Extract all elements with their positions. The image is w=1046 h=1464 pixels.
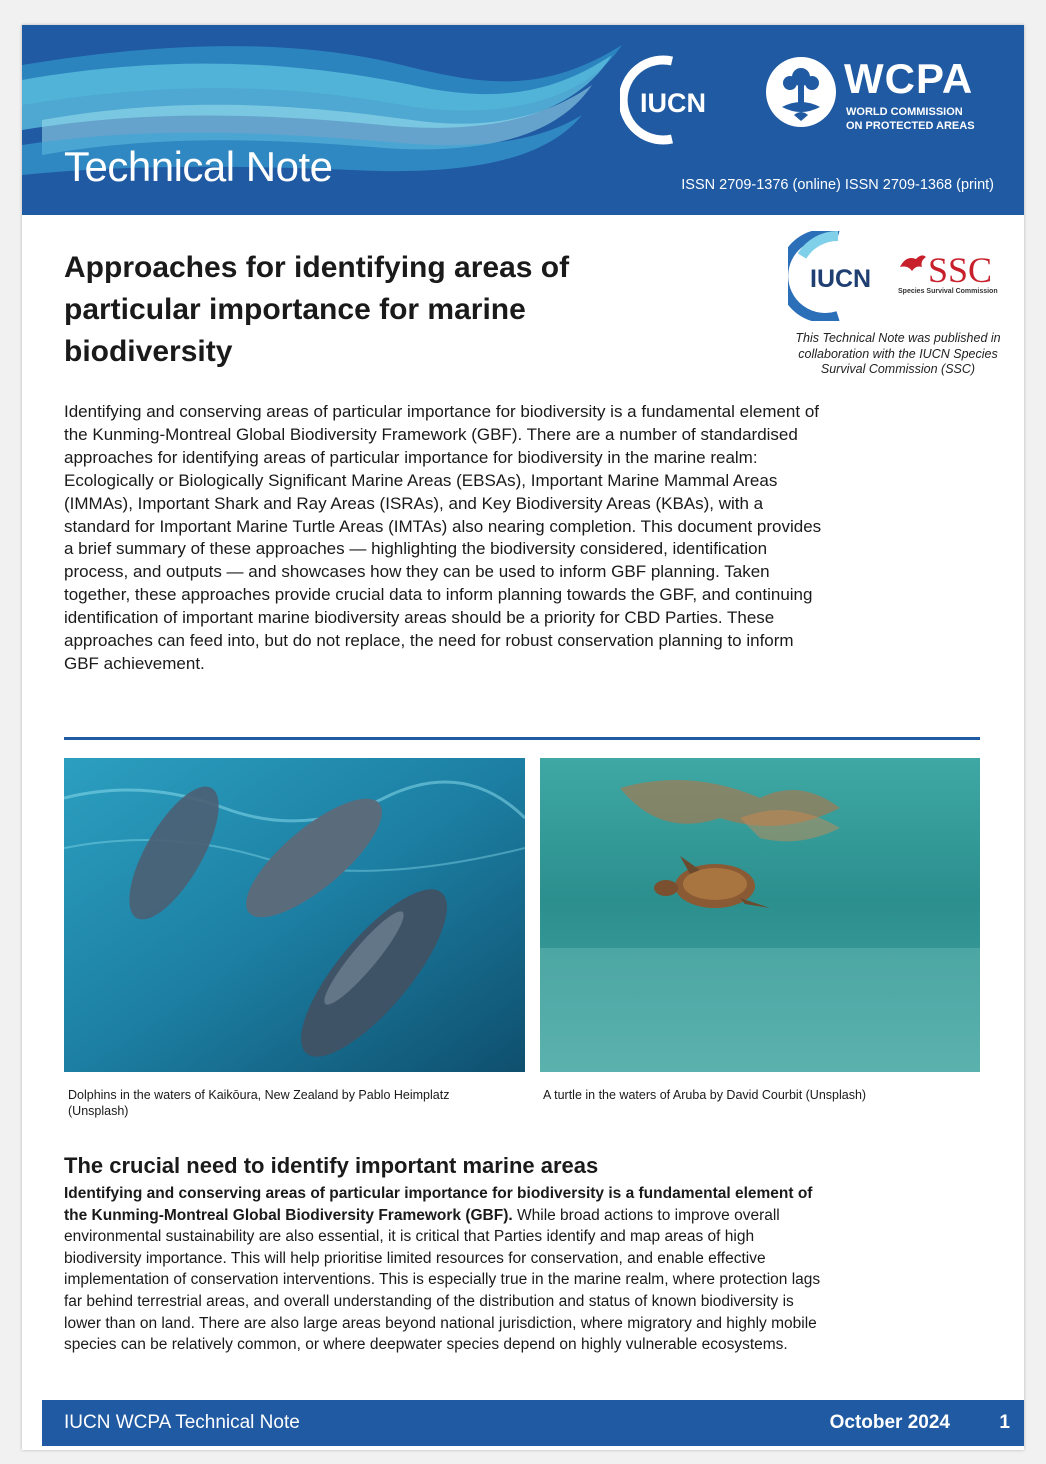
dolphins-photo	[64, 758, 525, 1072]
collaboration-note: This Technical Note was published in collaboration with the IUCN Species Survival Commission (SSC)	[795, 331, 1001, 376]
section-body	[64, 1183, 824, 1356]
footer-title: IUCN WCPA Technical Note	[64, 1412, 300, 1433]
iucn-logo-text: IUCN	[640, 88, 706, 118]
intro-paragraph: Identifying and conserving areas of particular importance for biodiversity is a fundamental element of the Kunming-Montreal Global Biodiversity Framework (GBF). There are a number of standardised approaches for identifying areas of particular importance for biodiversity in the marine realm: Ecologically or Biologically Significant Marine Areas (EBSAs), Important Marine Mammal Areas (IMMAs), Important Shark and Ray Areas (ISRAs), and Key Biodiversity Areas (KBAs), with a standard for Important Marine Turtle Areas (IMTAs) also nearing completion. This document provides a brief summary of these approaches — highlighting the biodiversity considered, identification process, and outputs — and showcases how they can be used to inform GBF planning. Taken together, these approaches provide crucial data to inform planning towards the GBF, and continuing identification of important marine biodiversity areas should be a priority for CBD Parties. These approaches can feed into, but do not replace, the need for robust conservation planning to inform GBF achievement.	[64, 402, 822, 673]
divider-rule	[64, 737, 980, 740]
iucn-logo-text-blue: IUCN	[810, 265, 872, 293]
wcpa-emblem-icon	[764, 55, 838, 129]
page-footer	[42, 1400, 1024, 1446]
section-heading: The crucial need to identify important marine areas	[64, 1153, 599, 1178]
partner-logos	[788, 231, 1024, 331]
photo-caption-turtle: A turtle in the waters of Aruba by David Courbit (Unsplash)	[543, 1088, 867, 1102]
iucn-logo	[788, 231, 888, 321]
page-number: 1	[999, 1412, 1010, 1433]
photo-caption-dolphins: Dolphins in the waters of Kaikōura, New Zealand by Pablo Heimplatz (Unsplash)	[68, 1088, 450, 1118]
banner-title: Technical Note	[64, 143, 333, 190]
ssc-logo-text: SSC	[928, 250, 993, 290]
turtle-photo	[540, 758, 980, 1072]
ssc-animal-icon	[898, 249, 928, 279]
header-banner	[22, 25, 1024, 215]
section-lead: Identifying and conserving areas of particular importance for biodiversity is a fundamental element of the Kunming-Montreal Global Biodiversity Framework (GBF).	[64, 1185, 813, 1224]
ssc-subtitle: Species Survival Commission	[898, 288, 998, 295]
wcpa-logo-text: WCPA	[844, 55, 974, 102]
iucn-logo-white	[620, 55, 740, 150]
document-page	[22, 25, 1024, 1450]
wcpa-subtitle: WORLD COMMISSION ON PROTECTED AREAS	[846, 106, 975, 132]
wcpa-logo	[764, 53, 1004, 143]
section-text: While broad actions to improve overall environmental sustainability are also essential, it is critical that Parties identify and map areas of high biodiversity importance. This will help prioritise limited resources for conservation, and enable effective implementation of conservation interventions. This is especially true in the marine realm, where protection lags far behind terrestrial areas, and overall understanding of the distribution and status of known biodiversity is lower than on land. There are also large areas beyond national jurisdiction, where migratory and highly mobile species can be relatively common, or where deepwater species depend on highly vulnerable ecosystems.	[64, 1206, 821, 1354]
footer-date: October 2024	[829, 1412, 950, 1433]
document-title: Approaches for identifying areas of particular importance for marine biodiversity	[64, 251, 570, 368]
issn-text: ISSN 2709-1376 (online) ISSN 2709-1368 (print)	[681, 177, 994, 193]
